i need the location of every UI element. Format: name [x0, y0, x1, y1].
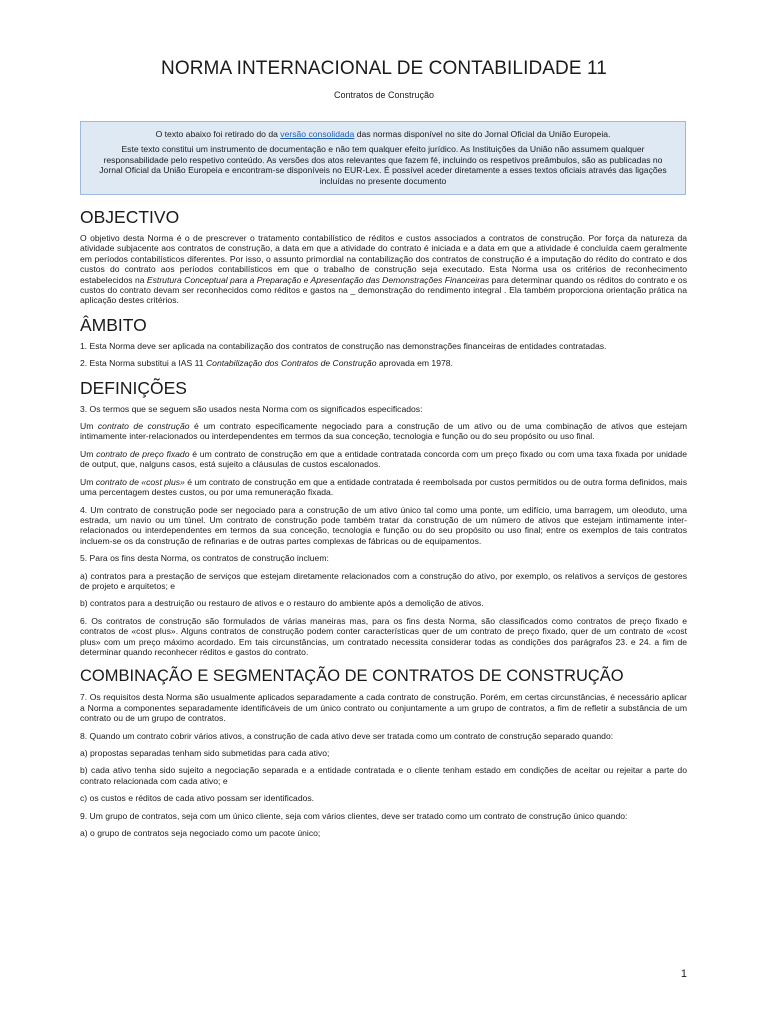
- definition-cost-plus-contract: Um contrato de «cost plus» é um contrato de construção em que a entidade contratada é reembolsada por custos permitidos ou de outra forma definidos, mais uma percentagem destes custos, ou por uma remuneração fixada.: [80, 476, 687, 498]
- paragraph-2: 2. Esta Norma substitui a IAS 11 Contabilização dos Contratos de Construção aprovada em 1978.: [80, 358, 453, 369]
- paragraph-8a: a) propostas separadas tenham sido submetidas para cada ativo;: [80, 748, 330, 758]
- notice-source-paragraph: O texto abaixo foi retirado do da versão consolidada das normas disponível no site do Jornal Oficial da União Europeia.: [155, 129, 611, 139]
- document-subtitle: Contratos de Construção: [333, 90, 435, 100]
- definition-construction-contract: Um contrato de construção é um contrato especificamente negociado para a construção de um ativo ou de uma combinação de ativos que estejam intimamente inter-relacionados ou interdependentes em termos da sua conceção, tecnologia e função ou do seu propósito ou uso final.: [80, 421, 687, 442]
- paragraph-3: 3. Os termos que se seguem são usados nesta Norma com os significados especificados:: [80, 403, 423, 414]
- paragraph-6: 6. Os contratos de construção são formulados de várias maneiras mas, para os fins desta Norma, são classificados como contratos de preço fixado e contratos de «cost plus». Alguns contratos de construção podem conter características quer de um contrato de preço fixado, quer de um contrato de «cost plus» com um preço máximo acordado. Em tais circunstâncias, um contratado necessita considerar todas as condições dos parágrafos 23. e 24. a fim de determinar quando reconhecer réditos e gastos do contrato.: [80, 615, 687, 657]
- notice-disclaimer-paragraph: Este texto constitui um instrumento de documentação e não tem qualquer efeito jurídico. As Instituições da União não assumem qualquer responsabilidade pelo respetivo conteúdo. As versões dos atos relevantes que fazem fé, incluindo os respetivos preâmbulos, são as publicadas no Jornal Oficial da União Europeia e encontram-se disponíveis no EUR-Lex. É possível aceder diretamente a esses textos oficiais através das ligações incluídas no presente documento: [99, 144, 667, 186]
- paragraph-5: 5. Para os fins desta Norma, os contratos de construção incluem:: [80, 553, 329, 564]
- document-title: NORMA INTERNACIONAL DE CONTABILIDADE 11: [161, 58, 607, 79]
- paragraph-5b: b) contratos para a destruição ou restauro de ativos e o restauro do ambiente após a demolição de ativos.: [80, 598, 484, 609]
- paragraph-4: 4. Um contrato de construção pode ser negociado para a construção de um ativo único tal como uma ponte, um edifício, uma barragem, um oleoduto, uma estrada, um navio ou um túnel. Um contrato de construção pode também tratar da construção de um número de ativos que estejam intimamente inter-relacionados ou interdependentes em termos da sua conceção, tecnologia e função ou do seu propósito ou uso final; entre os exemplos de tais contratos incluem-se os da construção de refinarias e de outras partes complexas de fábricas ou de equipamentos.: [80, 504, 687, 546]
- paragraph-9: 9. Um grupo de contratos, seja com um único cliente, seja com vários clientes, deve ser tratado como um contrato de construção único quando:: [80, 810, 628, 821]
- consolidated-version-notice: [80, 121, 686, 195]
- paragraph-9a: a) o grupo de contratos seja negociado como um pacote único;: [80, 828, 321, 839]
- paragraph-7: 7. Os requisitos desta Norma são usualmente aplicados separadamente a cada contrato de construção. Porém, em certas circunstâncias, é necessário aplicar a Norma a componentes separadamente identificáveis de um único contrato ou conjuntamente a um grupo de contratos, a fim de refletir a substância de um contrato ou de um grupo de contratos.: [80, 692, 687, 724]
- paragraph-8c: c) os custos e réditos de cada ativo possam ser identificados.: [80, 793, 315, 804]
- section-heading-definicoes: DEFINIÇÕES: [80, 377, 187, 398]
- paragraph-8b: b) cada ativo tenha sido sujeito a negociação separada e a entidade contratada e o cliente tenham estado em condições de aceitar ou rejeitar a parte do contrato relacionada com cada ativo; e: [80, 765, 687, 786]
- objectivo-paragraph: O objetivo desta Norma é o de prescrever o tratamento contabilístico de réditos e custos associados a contratos de construção. Por força da natureza da atividade subjacente aos contratos de construção, a data em que a atividade do contrato é iniciada e a data em que a atividade é concluída caem geralmente em períodos contabilísticos diferentes. Por isso, o assunto primordial na contabilização dos contratos de construção é a imputação do rédito do contrato e dos custos do contrato aos períodos contabilísticos em que o trabalho de construção seja executado. Esta Norma usa os critérios de reconhecimento estabelecidos na Estrutura Conceptual para a Preparação e Apresentação das Demonstrações Financeiras para determinar quando os réditos do contrato e os custos do contrato devam ser reconhecidos como réditos e gastos na _ demonstração do rendimento integral . Ela também proporciona orientação prática na aplicação destes critérios.: [80, 233, 687, 306]
- section-heading-combinacao: COMBINAÇÃO E SEGMENTAÇÃO DE CONTRATOS DE CONSTRUÇÃO: [80, 667, 624, 686]
- section-heading-ambito: ÂMBITO: [80, 314, 147, 335]
- section-heading-objectivo: OBJECTIVO: [80, 207, 180, 227]
- page-number: 1: [680, 968, 687, 980]
- paragraph-8: 8. Quando um contrato cobrir vários ativos, a construção de cada ativo deve ser tratada como um contrato de construção separado quando:: [80, 730, 614, 741]
- paragraph-5a: a) contratos para a prestação de serviços que estejam diretamente relacionados com a construção do ativo, por exemplo, os relativos a serviços de gestores de projeto e arquitetos; e: [80, 570, 687, 591]
- document-body: [80, 206, 687, 845]
- paragraph-1: 1. Esta Norma deve ser aplicada na contabilização dos contratos de construção nas demonstrações financeiras de entidades contratadas.: [80, 340, 607, 351]
- consolidated-version-link[interactable]: versão consolidada: [280, 129, 355, 139]
- definition-fixed-price-contract: Um contrato de preço fixado é um contrato de construção em que a entidade contratada concorda com um preço fixado ou com uma taxa fixada por unidade de output, que, nalguns casos, está sujeito a cláusulas de custos escalonados.: [80, 448, 687, 470]
